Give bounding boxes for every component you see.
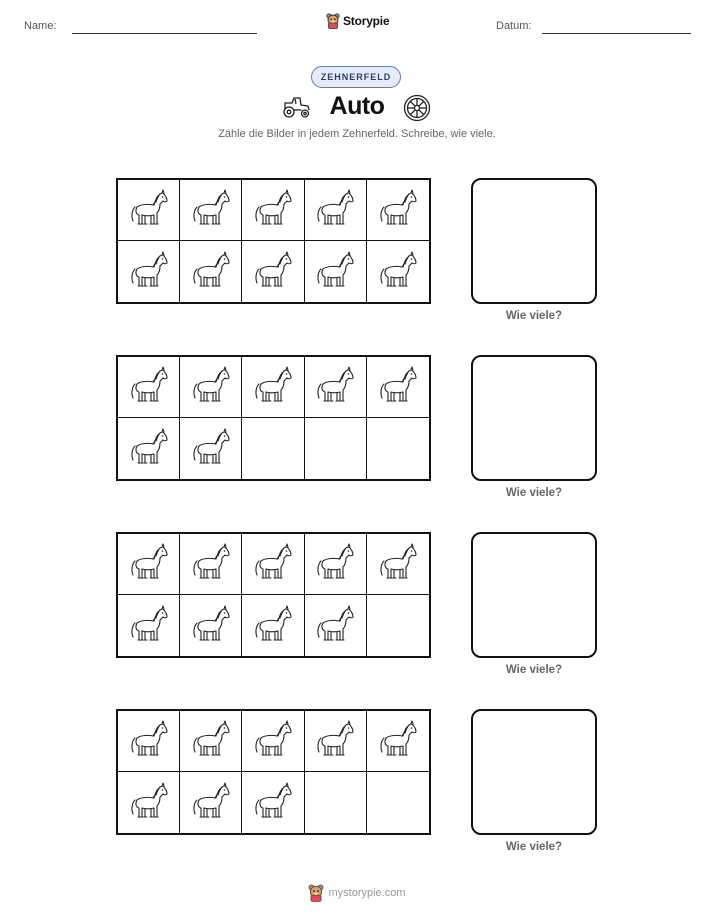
ten-frame-cell — [242, 418, 304, 479]
horse-icon — [127, 719, 171, 763]
horse-icon — [189, 427, 233, 471]
topic-badge: ZEHNERFELD — [311, 66, 401, 88]
answer-label: Wie viele? — [505, 310, 563, 322]
horse-icon — [376, 719, 420, 763]
answer-label: Wie viele? — [505, 487, 563, 499]
ten-frame-cell — [242, 595, 304, 656]
page-title: Auto — [329, 92, 385, 120]
horse-icon — [313, 365, 357, 409]
horse-icon — [313, 250, 357, 294]
ten-frame-cell — [242, 534, 304, 595]
bear-icon — [308, 884, 324, 902]
ten-frame — [116, 355, 431, 481]
horse-icon — [127, 365, 171, 409]
horse-icon — [251, 188, 295, 232]
horse-icon — [313, 604, 357, 648]
answer-box[interactable] — [471, 178, 597, 304]
horse-icon — [189, 542, 233, 586]
ten-frame-cell — [180, 241, 242, 302]
exercise-block — [0, 532, 714, 692]
ten-frame — [116, 709, 431, 835]
horse-icon — [127, 604, 171, 648]
horse-icon — [127, 427, 171, 471]
horse-icon — [127, 250, 171, 294]
footer — [0, 884, 714, 902]
horse-icon — [251, 542, 295, 586]
horse-icon — [313, 542, 357, 586]
horse-icon — [189, 719, 233, 763]
ten-frame-cell — [118, 534, 180, 595]
title-row — [0, 92, 714, 124]
ten-frame-cell — [367, 534, 429, 595]
ten-frame-cell — [367, 180, 429, 241]
exercise-block — [0, 355, 714, 515]
horse-icon — [189, 365, 233, 409]
horse-icon — [251, 250, 295, 294]
ten-frame-cell — [118, 595, 180, 656]
horse-icon — [127, 188, 171, 232]
horse-icon — [127, 781, 171, 825]
ten-frame-cell — [305, 595, 367, 656]
horse-icon — [313, 188, 357, 232]
answer-box[interactable] — [471, 709, 597, 835]
horse-icon — [189, 188, 233, 232]
answer-box[interactable] — [471, 532, 597, 658]
ten-frame-cell — [242, 772, 304, 833]
horse-icon — [189, 250, 233, 294]
instructions: Zähle die Bilder in jedem Zehnerfeld. Schreibe, wie viele. — [218, 128, 496, 140]
horse-icon — [251, 719, 295, 763]
ten-frame-cell — [305, 180, 367, 241]
horse-icon — [189, 604, 233, 648]
brand-logo — [326, 13, 389, 29]
ten-frame — [116, 178, 431, 304]
answer-label: Wie viele? — [505, 664, 563, 676]
ten-frame-cell — [242, 180, 304, 241]
horse-icon — [251, 604, 295, 648]
ten-frame-cell — [118, 180, 180, 241]
ten-frame-cell — [242, 241, 304, 302]
name-line[interactable] — [72, 33, 257, 34]
ten-frame-cell — [180, 418, 242, 479]
ten-frame-cell — [305, 772, 367, 833]
date-label: Datum: — [496, 20, 532, 32]
ten-frame-cell — [305, 418, 367, 479]
brand-name: Storypie — [343, 14, 390, 28]
horse-icon — [376, 365, 420, 409]
horse-icon — [376, 188, 420, 232]
horse-icon — [313, 719, 357, 763]
name-label: Name: — [24, 20, 57, 32]
ten-frame-cell — [118, 711, 180, 772]
ten-frame-cell — [367, 357, 429, 418]
horse-icon — [127, 542, 171, 586]
ten-frame — [116, 532, 431, 658]
exercise-block — [0, 709, 714, 869]
answer-label: Wie viele? — [505, 841, 563, 853]
ten-frame-cell — [367, 595, 429, 656]
ten-frame-cell — [180, 772, 242, 833]
ten-frame-cell — [118, 418, 180, 479]
horse-icon — [189, 781, 233, 825]
answer-box[interactable] — [471, 355, 597, 481]
ten-frame-cell — [180, 180, 242, 241]
date-line[interactable] — [542, 33, 691, 34]
exercise-block — [0, 178, 714, 338]
ten-frame-cell — [242, 357, 304, 418]
horse-icon — [251, 365, 295, 409]
horse-icon — [251, 781, 295, 825]
ten-frame-cell — [305, 711, 367, 772]
ten-frame-cell — [367, 711, 429, 772]
ten-frame-cell — [305, 534, 367, 595]
ten-frame-cell — [180, 534, 242, 595]
footer-url[interactable]: mystorypie.com — [328, 887, 406, 899]
horse-icon — [376, 542, 420, 586]
ten-frame-cell — [180, 595, 242, 656]
ten-frame-cell — [367, 772, 429, 833]
ten-frame-cell — [305, 241, 367, 302]
ten-frame-cell — [242, 711, 304, 772]
wheel-icon — [403, 94, 431, 122]
ten-frame-cell — [305, 357, 367, 418]
horse-icon — [376, 250, 420, 294]
ten-frame-cell — [118, 772, 180, 833]
ten-frame-cell — [118, 357, 180, 418]
ten-frame-cell — [180, 711, 242, 772]
bear-icon — [326, 13, 340, 29]
ten-frame-cell — [180, 357, 242, 418]
ten-frame-cell — [367, 241, 429, 302]
ten-frame-cell — [118, 241, 180, 302]
ten-frame-cell — [367, 418, 429, 479]
